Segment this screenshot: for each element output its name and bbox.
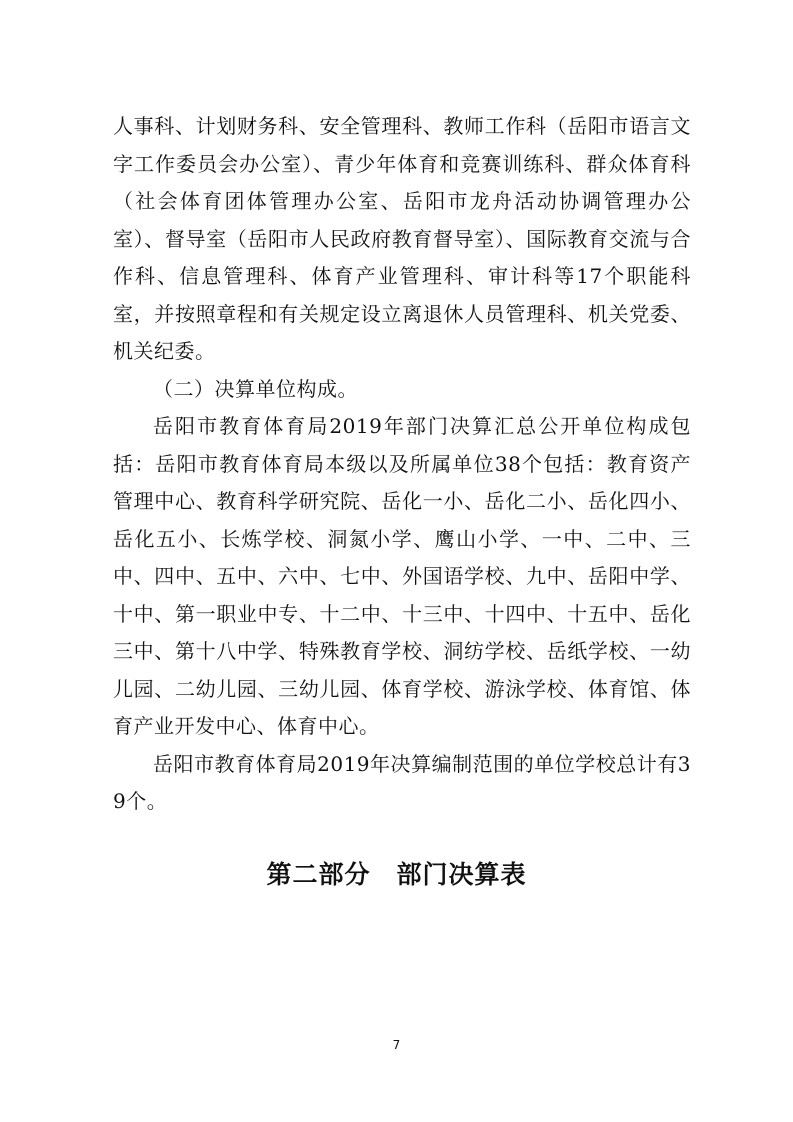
paragraph-unit-total: 岳阳市教育体育局2019年决算编制范围的单位学校总计有39个。 xyxy=(113,751,691,813)
part-title: 第二部分 部门决算表 xyxy=(266,860,527,889)
paragraph-departments: 人事科、计划财务科、安全管理科、教师工作科（岳阳市语言文字工作委员会办公室）、青少年体育和竞赛训练科、群众体育科（社会体育团体管理办公室、岳阳市龙舟活动协调管理办公室）、督导室（岳阳市人民政府教育督导室）、国际教育交流与合作科、信息管理科、体育产业管理科、审计科等17个职能科室，并按照章程和有关规定设立离退休人员管理科、机关党委、机关纪委。 xyxy=(113,114,691,363)
page-number: 7 xyxy=(392,1038,401,1052)
section-heading-unit-composition: （二）决算单位构成。 xyxy=(153,376,358,401)
body-text xyxy=(113,108,691,821)
paragraph-unit-composition: 岳阳市教育体育局2019年部门决算汇总公开单位构成包括：岳阳市教育体育局本级以及所属单位38个包括：教育资产管理中心、教育科学研究院、岳化一小、岳化二小、岳化四小、岳化五小、长炼学校、洞氮小学、鹰山小学、一中、二中、三中、四中、五中、六中、七中、外国语学校、九中、岳阳中学、十中、第一职业中专、十二中、十三中、十四中、十五中、岳化三中、第十八中学、特殊教育学校、洞纺学校、岳纸学校、一幼儿园、二幼儿园、三幼儿园、体育学校、游泳学校、体育馆、体育产业开发中心、体育中心。 xyxy=(113,414,691,738)
